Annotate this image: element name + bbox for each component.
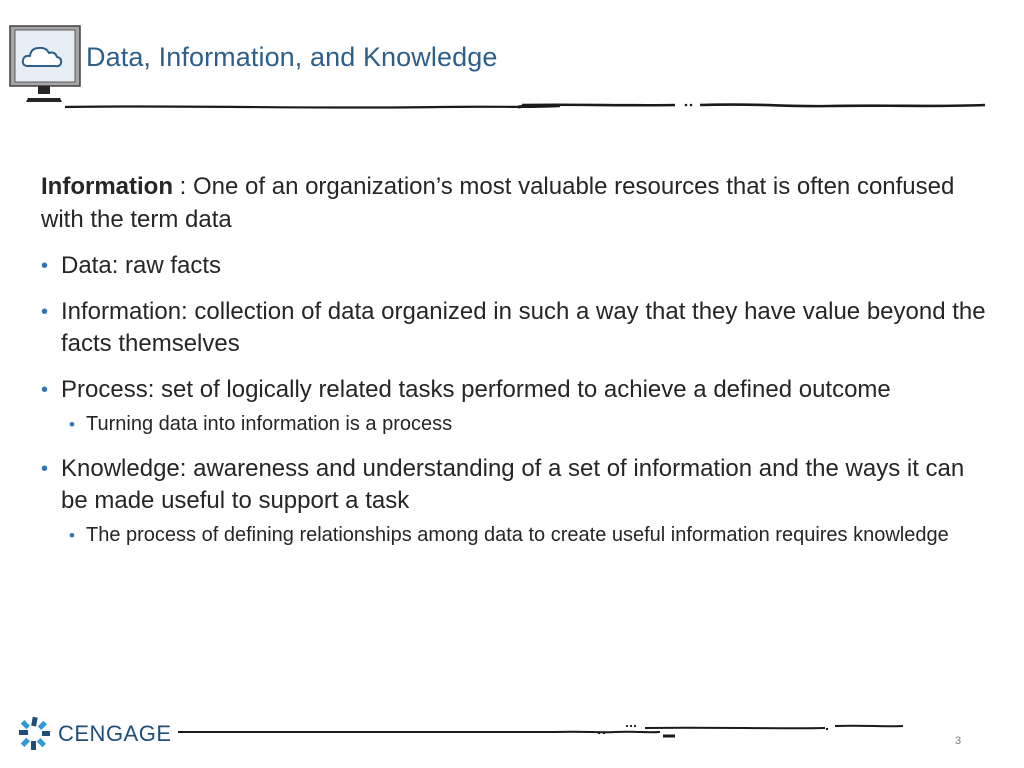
- header-divider: [60, 98, 990, 114]
- intro-paragraph: [41, 170, 991, 236]
- page-number: 3: [955, 735, 962, 747]
- bullet-item: [41, 296, 991, 360]
- bullet-list: [41, 250, 991, 550]
- page-title: Data, Information, and Knowledge: [86, 42, 498, 72]
- bullet-text: Process: set of logically related tasks performed to achieve a defined outcome: [61, 376, 891, 403]
- cengage-burst-icon: [18, 716, 52, 750]
- intro-term: Information: [41, 173, 173, 200]
- sub-bullet-text: The process of defining relationships among data to create useful information requires knowledge: [86, 524, 949, 546]
- bullet-text: Knowledge: awareness and understanding of a set of information and the ways it can be made useful to support a task: [61, 455, 965, 514]
- sub-bullet-text: Turning data into information is a process: [86, 413, 453, 435]
- bullet-item: [41, 374, 991, 439]
- slide-body: [41, 170, 991, 564]
- sub-bullet-list: [61, 410, 991, 439]
- bullet-item: [41, 453, 991, 550]
- bullet-text: Data: raw facts: [61, 252, 222, 279]
- bullet-text: Information: collection of data organized in such a way that they have value beyond the facts themselves: [61, 298, 986, 357]
- sub-bullet-item: [61, 410, 991, 439]
- cengage-logo-text: CENGAGE: [58, 721, 172, 746]
- intro-definition: : One of an organization’s most valuable resources that is often confused with the term data: [41, 173, 955, 233]
- footer-divider: [175, 722, 910, 742]
- cloud-computer-icon: [6, 24, 82, 104]
- bullet-item: [41, 250, 991, 282]
- sub-bullet-item: [61, 521, 991, 550]
- sub-bullet-list: [61, 521, 991, 550]
